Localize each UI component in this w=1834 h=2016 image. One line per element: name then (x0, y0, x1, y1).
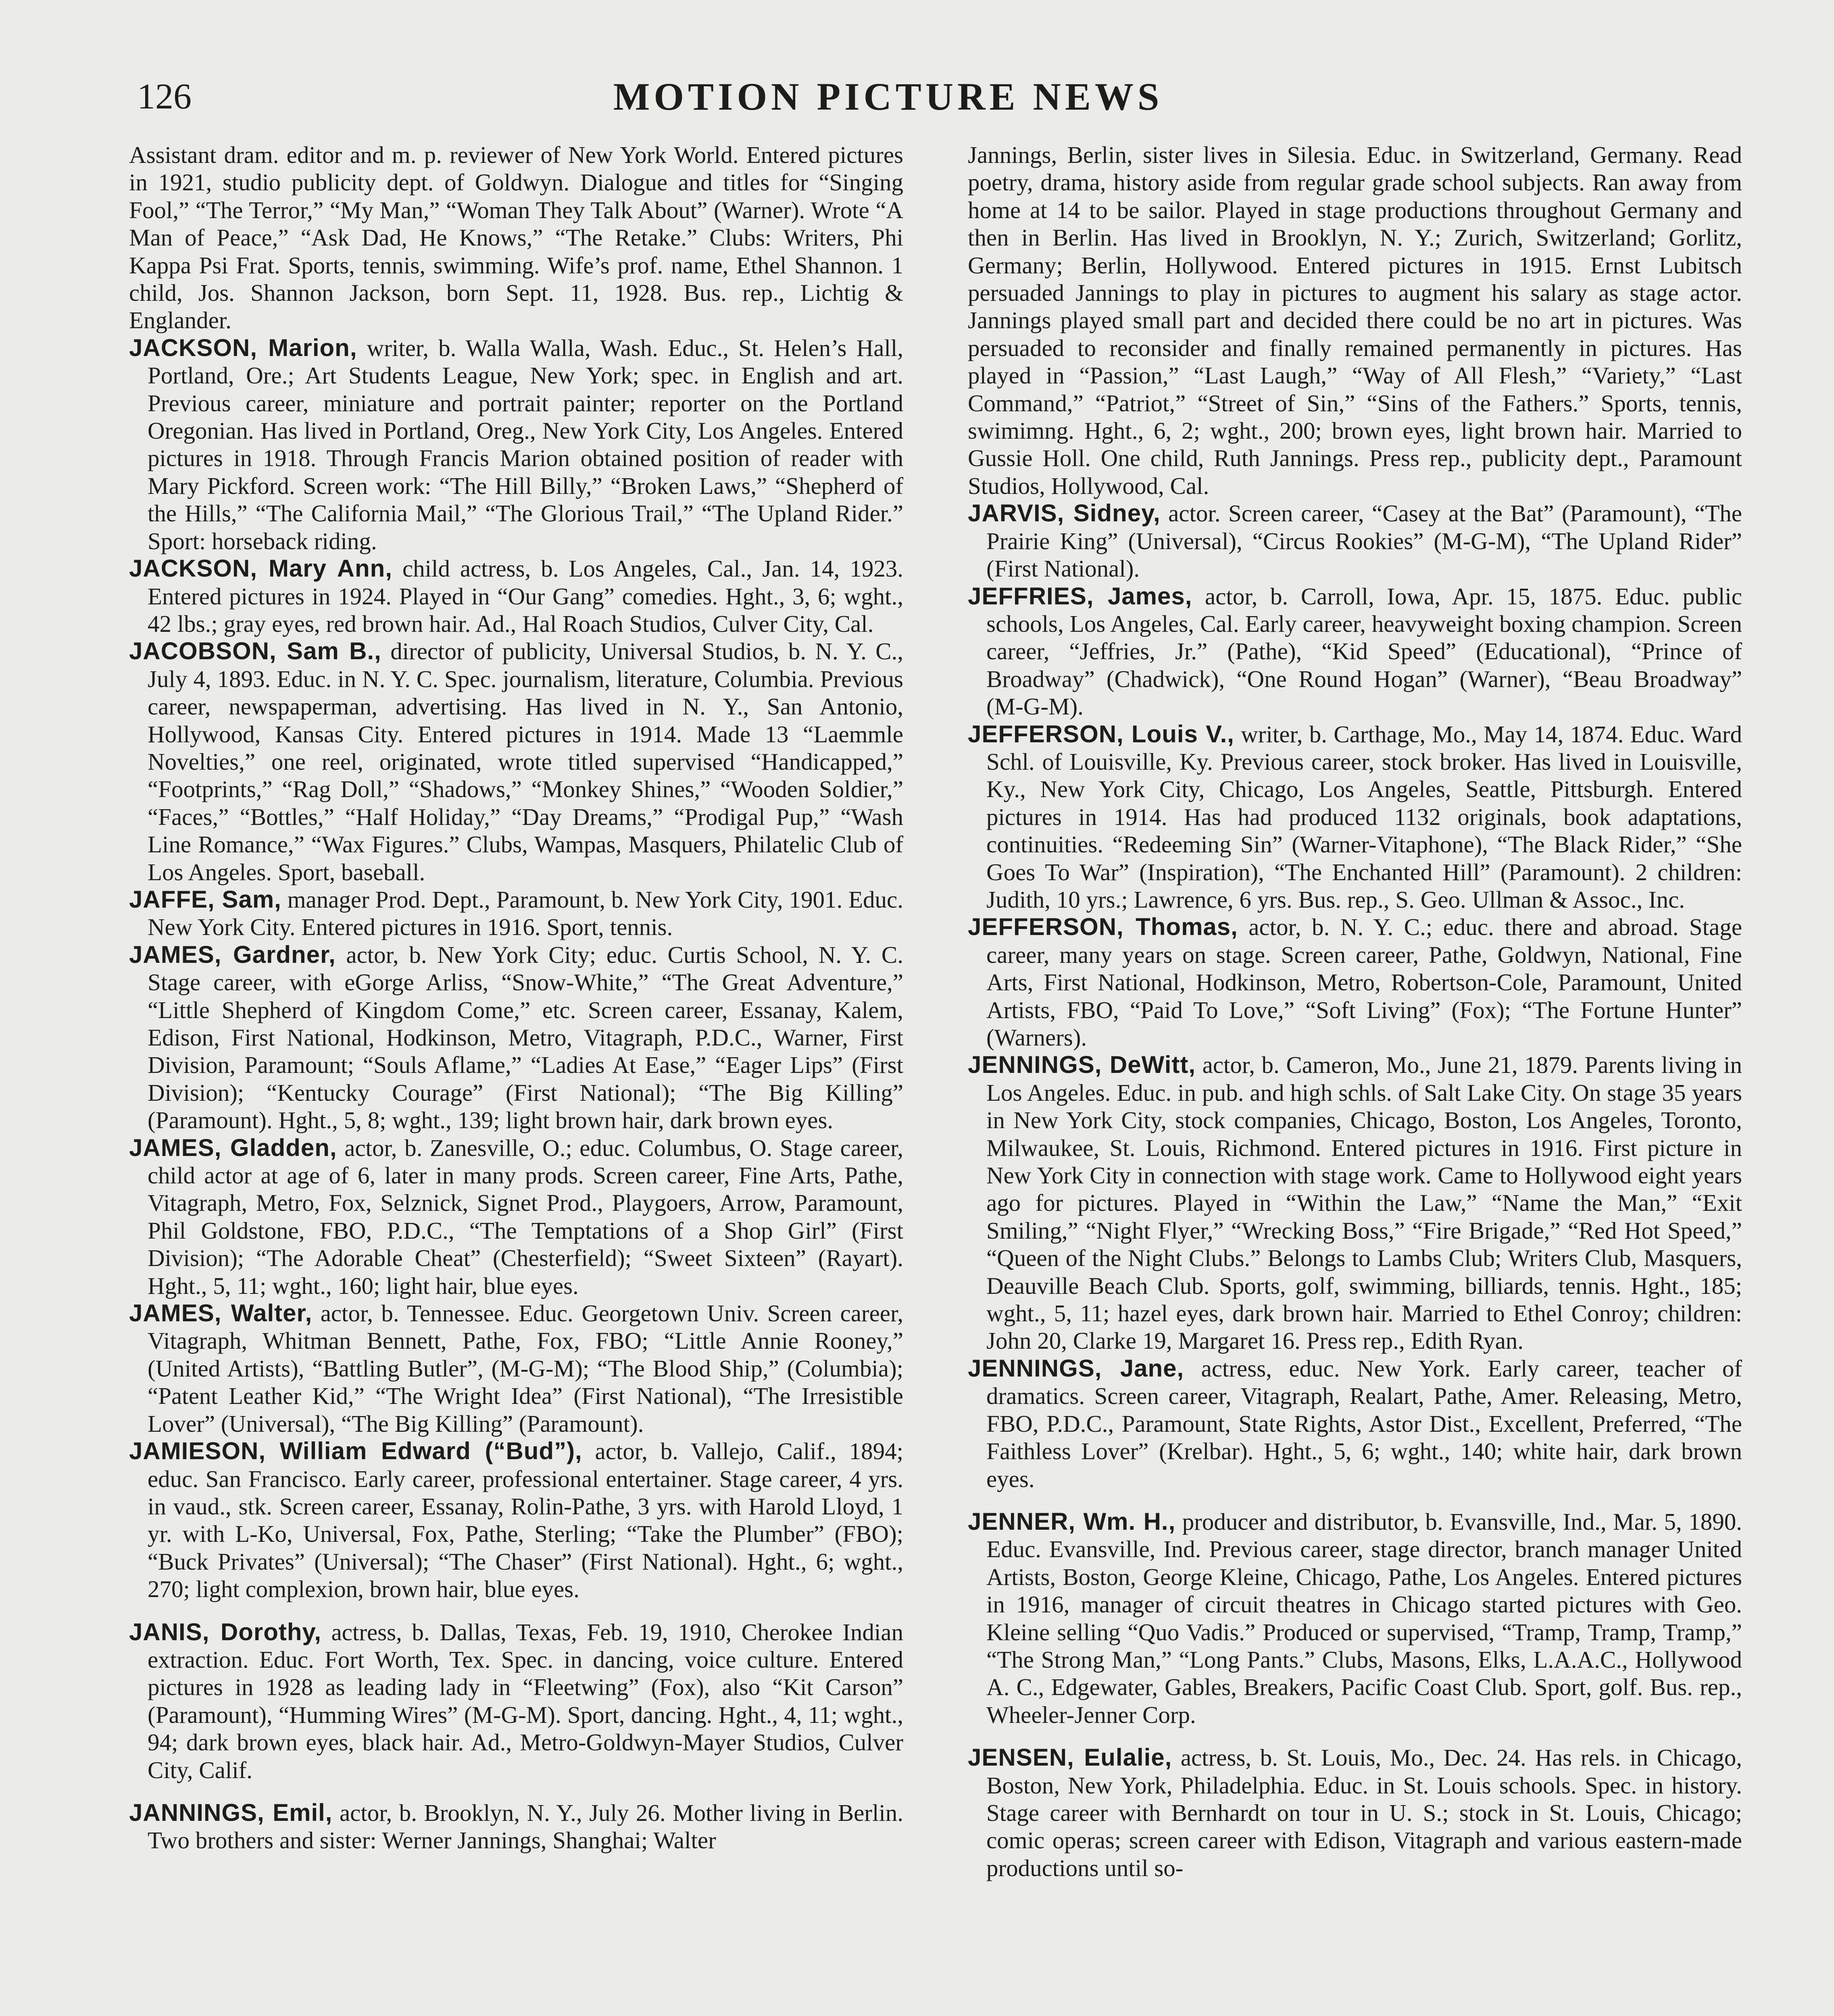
entry-name: JARVIS, Sidney, (968, 500, 1161, 527)
directory-entry (129, 1618, 903, 1784)
page-header (137, 75, 1639, 123)
directory-entry (968, 1508, 1742, 1729)
publication-title: MOTION PICTURE NEWS (613, 75, 1163, 118)
entry-text: actor, b. Cameron, Mo., June 21, 1879. Parents living in Los Angeles. Educ. in pub. and high schls. of Salt Lake City. On stage 35 years in New York City, stock companies, Chicago, Boston, Los Angeles, Toronto, Milwaukee, St. Louis, Richmond. Entered pictures in 1916. First picture in New York City in connection with stage work. Came to Hollywood eight years ago for pictures. Played in “Within the Law,” “Name the Man,” “Exit Smiling,” “Night Flyer,” “Wrecking Boss,” “Fire Brigade,” “Red Hot Speed,” “Queen of the Night Clubs.” Belongs to Lambs Club; Writers Club, Masquers, Deauville Beach Club. Sports, golf, swimming, billiards, tennis. Hght., 185; wght., 5, 11; hazel eyes, dark brown hair. Married to Ethel Conroy; children: John 20, Clarke 19, Margaret 16. Press rep., Edith Ryan. (986, 1052, 1742, 1354)
entry-name: JACOBSON, Sam B., (129, 637, 381, 665)
directory-entry (129, 886, 903, 941)
directory-entry (129, 941, 903, 1134)
entry-text: actor. Screen career, “Casey at the Bat” (Paramount), “The Prairie King” (Universal), “Circus Rookies” (M-G-M), “The Upland Rider” (First National). (986, 500, 1742, 582)
entry-text: actress, educ. New York. Early career, teacher of dramatics. Screen career, Vitagraph, Realart, Pathe, Amer. Releasing, Metro, FBO, P.D.C., Paramount, State Rights, Astor Dist., Excellent, Preferred, “The Faithless Lover” (Krelbar). Hght., 5, 6; wght., 140; white hair, dark brown eyes. (986, 1355, 1742, 1492)
entry-name: JACKSON, Marion, (129, 334, 357, 361)
directory-entry (968, 583, 1742, 721)
directory-entry (129, 1437, 903, 1603)
entry-name: JENNINGS, Jane, (968, 1354, 1184, 1382)
continuation-text: Jannings, Berlin, sister lives in Silesia. Educ. in Switzerland, Germany. Read poetry, drama, history aside from regular grade school subjects. Ran away from home at 14 to be sailor. Played in stage productions throughout Germany and then in Berlin. Has lived in Brooklyn, N. Y.; Zurich, Switzerland; Gorlitz, Germany; Berlin, Hollywood. Entered pictures in 1915. Ernst Lubitsch persuaded Jannings to play in pictures to augment his salary as stage actor. Jannings played small part and decided there could be no art in pictures. Was persuaded to reconsider and finally remained permanently in pictures. Has played in “Passion,” “Last Laugh,” “Way of All Flesh,” “Variety,” “Last Command,” “Patriot,” “Street of Sin,” “Sins of the Fathers.” Sports, tennis, swimimng. Hght., 6, 2; wght., 200; brown eyes, light brown hair. Married to Gussie Holl. One child, Ruth Jannings. Press rep., publicity dept., Paramount Studios, Hollywood, Cal. (968, 142, 1742, 499)
entry-text: actor, b. Vallejo, Calif., 1894; educ. San Francisco. Early career, professional entertainer. Stage career, 4 yrs. in vaud., stk. Screen career, Essanay, Rolin-Pathe, 3 yrs. with Harold Lloyd, 1 yr. with L-Ko, Universal, Fox, Pathe, Sterling; “Take the Plumber” (FBO); “Buck Privates” (Universal); “The Chaser” (First National). Hght., 6; wght., 270; light complexion, brown hair, blue eyes. (148, 1438, 904, 1603)
entry-name: JAMES, Walter, (129, 1300, 313, 1327)
directory-entry (968, 1744, 1742, 1882)
entry-text: writer, b. Carthage, Mo., May 14, 1874. Educ. Ward Schl. of Louisville, Ky. Previous career, stock broker. Has lived in Louisville, Ky., New York City, Chicago, Los Angeles, Seattle, Pittsburgh. Entered pictures in 1914. Has had produced 1132 originals, book adaptations, continuities. “Redeeming Sin” (Warner-Vitaphone), “The Black Rider,” “She Goes To War” (Inspiration), “The Enchanted Hill” (Paramount). 2 children: Judith, 10 yrs.; Lawrence, 6 yrs. Bus. rep., S. Geo. Ullman & Assoc., Inc. (986, 721, 1742, 913)
entry-text: actor, b. Brooklyn, N. Y., July 26. Mother living in Berlin. Two brothers and sister: Werner Jannings, Shanghai; Walter (148, 1799, 903, 1854)
left-column (129, 141, 903, 1854)
entry-name: JAMES, Gladden, (129, 1134, 337, 1161)
entry-text: child actress, b. Los Angeles, Cal., Jan. 14, 1923. Entered pictures in 1924. Played in “Our Gang” comedies. Hght., 3, 6; wght., 42 lbs.; gray eyes, red brown hair. Ad., Hal Roach Studios, Culver City, Cal. (148, 555, 903, 637)
entry-name: JEFFERSON, Thomas, (968, 913, 1238, 941)
directory-entry (129, 1799, 903, 1854)
directory-entry (129, 555, 903, 637)
entry-text: actor, b. Zanesville, O.; educ. Columbus, O. Stage career, child actor at age of 6, later in many prods. Screen career, Fine Arts, Pathe, Vitagraph, Metro, Fox, Selznick, Signet Prod., Playgoers, Arrow, Paramount, Phil Goldstone, FBO, P.D.C., “The Temptations of a Shop Girl” (First Division); “The Adorable Cheat” (Chesterfield); “Sweet Sixteen” (Rayart). Hght., 5, 11; wght., 160; light hair, blue eyes. (148, 1134, 903, 1299)
directory-entry (968, 913, 1742, 1051)
entry-text: actor, b. New York City; educ. Curtis School, N. Y. C. Stage career, with eGorge Arliss, “Snow-White,” “The Great Adventure,” “Little Shepherd of Kingdom Come,” etc. Screen career, Essanay, Kalem, Edison, First National, Hodkinson, Metro, Vitagraph, P.D.C., Warner, First Division, Paramount; “Souls Aflame,” “Ladies At Ease,” “Eager Lips” (First Division); “Kentucky Courage” (First National); “The Big Killing” (Paramount). Hght., 5, 8; wght., 139; light brown hair, dark brown eyes. (148, 941, 904, 1134)
directory-entry (129, 1134, 903, 1300)
entry-name: JANIS, Dorothy, (129, 1618, 322, 1645)
entry-text: actress, b. Dallas, Texas, Feb. 19, 1910, Cherokee Indian extraction. Educ. Fort Worth, Tex. Spec. in dancing, voice culture. Entered pictures in 1928 as leading lady in “Fleetwing” (Fox), also “Kit Carson” (Paramount), “Humming Wires” (M-G-M). Sport, dancing. Hght., 4, 11; wght., 94; dark brown eyes, black hair. Ad., Metro-Goldwyn-Mayer Studios, Culver City, Calif. (148, 1618, 903, 1783)
directory-entry (129, 637, 903, 886)
entry-text: actor, b. Carroll, Iowa, Apr. 15, 1875. Educ. public schools, Los Angeles, Cal. Early career, heavyweight boxing champion. Screen career, “Jeffries, Jr.” (Pathe), “Kid Speed” (Educational), “Prince of Broadway” (Chadwick), “One Round Hogan” (Warner), “Beau Broadway” (M-G-M). (986, 583, 1742, 720)
entry-name: JENNINGS, DeWitt, (968, 1051, 1196, 1079)
directory-entry (968, 1355, 1742, 1493)
directory-entry (968, 721, 1742, 914)
entry-list (129, 334, 903, 1854)
entry-name: JAMIESON, William Edward (“Bud”), (129, 1437, 582, 1465)
right-column (968, 141, 1742, 1882)
entry-name: JEFFRIES, James, (968, 582, 1192, 610)
entry-name: JAFFE, Sam, (129, 885, 281, 913)
directory-entry (129, 334, 903, 555)
entry-text: producer and distributor, b. Evansville, Ind., Mar. 5, 1890. Educ. Evansville, Ind. Previous career, stage director, branch manager United Artists, Boston, George Kleine, Chicago, Pathe, Los Angeles. Entered pictures in 1916, manager of circuit theatres in Chicago started pictures with Geo. Kleine selling “Quo Vadis.” Produced or supervised, “Tramp, Tramp, Tramp,” “The Strong Man,” “Long Pants.” Clubs, Masons, Elks, L.A.A.C., Hollywood A. C., Edgewater, Gables, Breakers, Pacific Coast Club. Sport, golf. Bus. rep., Wheeler-Jenner Corp. (986, 1508, 1742, 1728)
entry-name: JENNER, Wm. H., (968, 1508, 1176, 1535)
entry-name: JACKSON, Mary Ann, (129, 555, 392, 582)
entry-text: director of publicity, Universal Studios, b. N. Y. C., July 4, 1893. Educ. in N. Y. C. Spec. journalism, literature, Columbia. Previous career, newspaperman, advertising. Has lived in N. Y., San Antonio, Hollywood, Kansas City. Entered pictures in 1914. Made 13 “Laemmle Novelties,” one reel, originated, wrote titled supervised “Handicapped,” “Footprints,” “Rag Doll,” “Shadows,” “Monkey Shines,” “Wooden Soldier,” “Faces,” “Bottles,” “Half Holiday,” “Day Dreams,” “Prodigal Pup,” “Wash Line Romance,” “Wax Figures.” Clubs, Wampas, Masquers, Philatelic Club of Los Angeles. Sport, baseball. (148, 638, 903, 885)
entry-name: JENSEN, Eulalie, (968, 1744, 1172, 1771)
directory-entry (968, 500, 1742, 582)
entry-text: manager Prod. Dept., Paramount, b. New York City, 1901. Educ. New York City. Entered pictures in 1916. Sport, tennis. (148, 886, 903, 941)
entry-text: actor, b. N. Y. C.; educ. there and abroad. Stage career, many years on stage. Screen career, Pathe, Goldwyn, National, Fine Arts, First National, Hodkinson, Metro, Robertson-Cole, Paramount, United Artists, FBO, “Paid To Love,” “Soft Living” (Fox); “The Fortune Hunter” (Warners). (986, 914, 1742, 1051)
entry-text: actress, b. St. Louis, Mo., Dec. 24. Has rels. in Chicago, Boston, New York, Philadelphia. Educ. in St. Louis schools. Spec. in history. Stage career with Bernhardt on tour in U. S.; stock in St. Louis, Chicago; comic operas; screen career with Edison, Vitagraph and various eastern-made productions until so- (986, 1744, 1742, 1881)
page-number: 126 (137, 77, 192, 117)
continuation-text: Assistant dram. editor and m. p. reviewer of New York World. Entered pictures in 1921, studio publicity dept. of Goldwyn. Dialogue and titles for “Singing Fool,” “The Terror,” “My Man,” “Woman They Talk About” (Warner). Wrote “A Man of Peace,” “Ask Dad, He Knows,” “The Retake.” Clubs: Writers, Phi Kappa Psi Frat. Sports, tennis, swimming. Wife’s prof. name, Ethel Shannon. 1 child, Jos. Shannon Jackson, born Sept. 11, 1928. Bus. rep., Lichtig & Englander. (129, 142, 903, 334)
entry-text: writer, b. Walla Walla, Wash. Educ., St. Helen’s Hall, Portland, Ore.; Art Students League, New York; spec. in English and art. Previous career, miniature and portrait painter; reporter on the Portland Oregonian. Has lived in Portland, Oreg., New York City, Los Angeles. Entered pictures in 1918. Through Francis Marion obtained position of reader with Mary Pickford. Screen work: “The Hill Billy,” “Broken Laws,” “Shepherd of the Hills,” “The California Mail,” “The Glorious Trail,” “The Upland Rider.” Sport: horseback riding. (148, 334, 904, 554)
directory-entry (129, 1300, 903, 1437)
entry-list (968, 500, 1742, 1882)
entry-name: JANNINGS, Emil, (129, 1799, 333, 1826)
entry-name: JEFFERSON, Louis V., (968, 720, 1234, 748)
directory-entry (968, 1051, 1742, 1354)
entry-text: actor, b. Tennessee. Educ. Georgetown Univ. Screen career, Vitagraph, Whitman Bennett, Pathe, Fox, FBO; “Little Annie Rooney,” (United Artists), “Battling Butler”, (M-G-M); “The Blood Ship,” (Columbia); “Patent Leather Kid,” “The Wright Idea” (First National), “The Irresistible Lover” (Universal), “The Big Killing” (Paramount). (148, 1300, 903, 1437)
entry-name: JAMES, Gardner, (129, 941, 336, 968)
